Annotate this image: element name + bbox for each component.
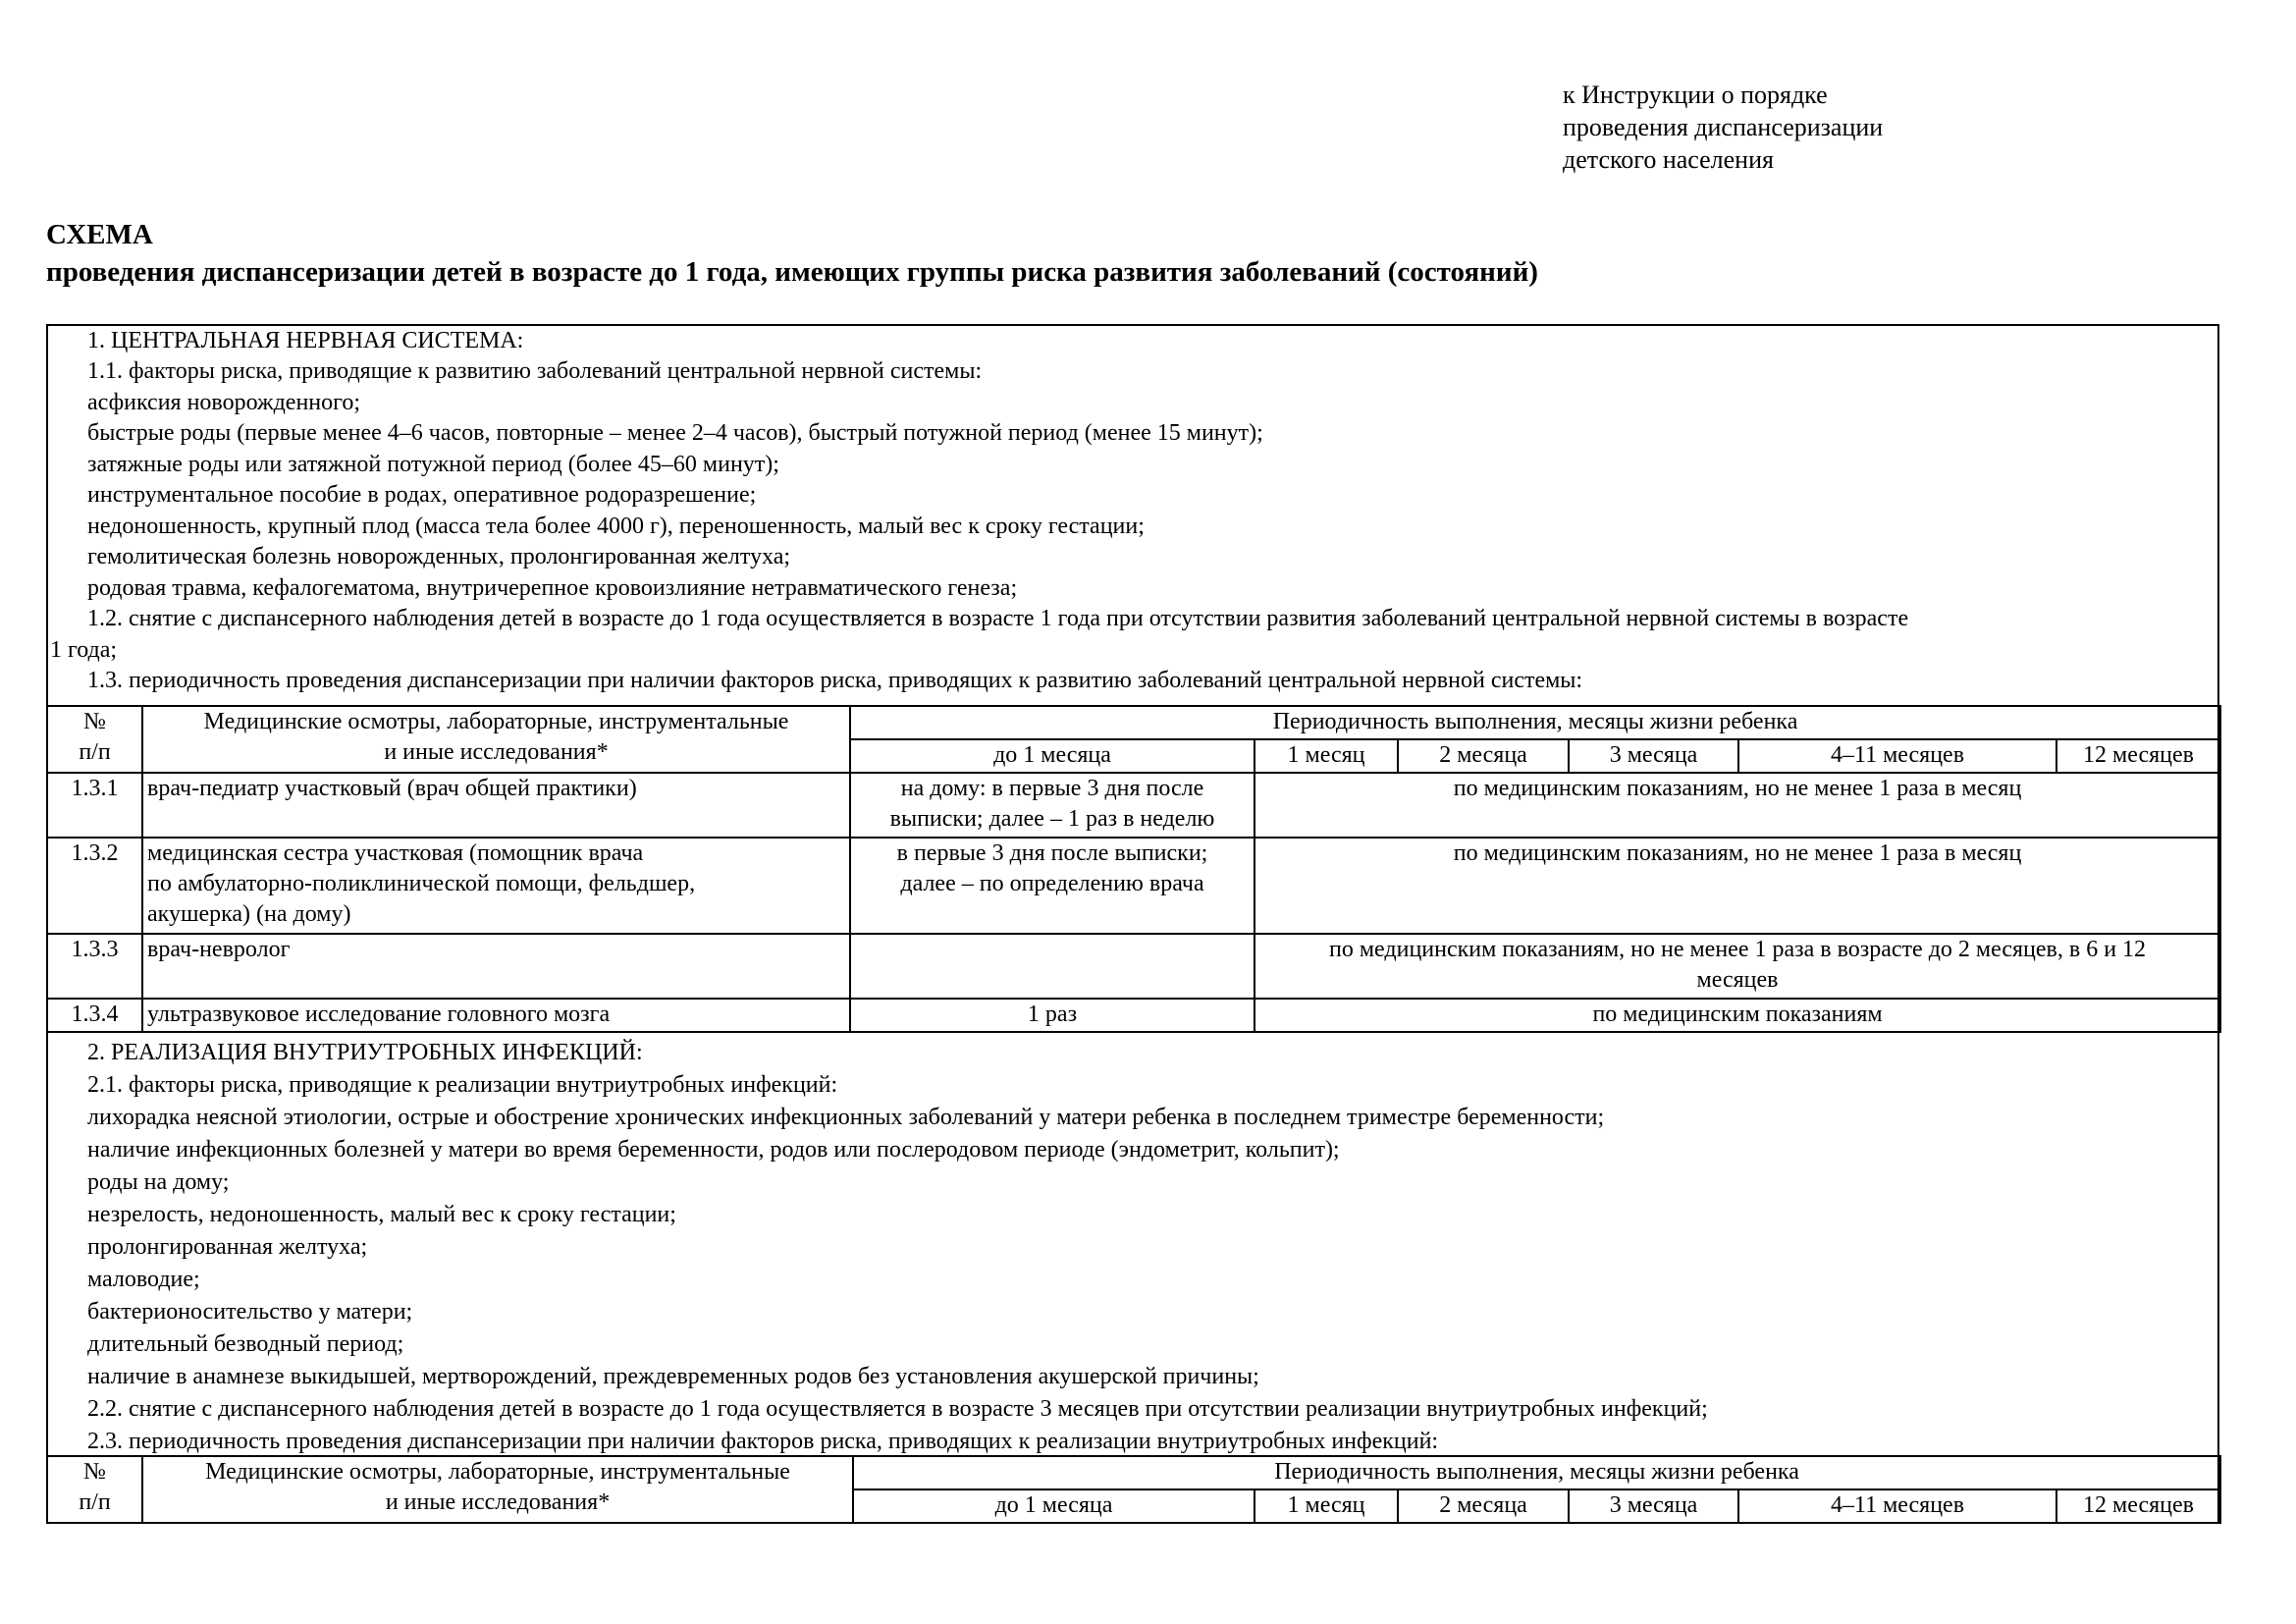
row-first-month: 1 раз: [850, 999, 1255, 1032]
section-line: лихорадка неясной этиологии, острые и обострение хронических инфекционных заболеваний у матери ребенка в последнем триместре беременности;: [87, 1105, 1605, 1130]
header-age: 4–11 месяцев: [1738, 1489, 2056, 1523]
section-line: бактерионосительство у матери;: [87, 1299, 413, 1325]
reference-line: к Инструкции о порядке: [1563, 81, 1828, 109]
row-num: 1.3.2: [47, 838, 142, 934]
row-first-month: [850, 773, 1255, 838]
header-exam-line: и иные исследования*: [385, 1489, 611, 1515]
section-line: гемолитическая болезнь новорожденных, пролонгированная желтуха;: [87, 544, 791, 569]
row-num: 1.3.3: [47, 934, 142, 999]
cell-line: далее – по определению врача: [900, 871, 1204, 896]
section-line: 1 года;: [50, 637, 118, 663]
section-line: незрелость, недоношенность, малый вес к сроку гестации;: [87, 1202, 676, 1227]
row-rest: по медицинским показаниям, но не менее 1 раза в месяц: [1255, 838, 2220, 934]
header-num-line: п/п: [79, 1489, 111, 1515]
header-age: до 1 месяца: [853, 1489, 1255, 1523]
row-exam: врач-педиатр участковый (врач общей практики): [142, 773, 850, 838]
header-age: 12 месяцев: [2056, 1489, 2220, 1523]
row-exam: ультразвуковое исследование головного мозга: [142, 999, 850, 1032]
section-1-table: [46, 705, 2221, 1033]
title-heading: СХЕМА: [46, 219, 153, 250]
row-rest: по медицинским показаниям, но не менее 1 раза в месяц: [1255, 773, 2220, 838]
cell-line: по медицинским показаниям, но не менее 1 раза в возрасте до 2 месяцев, в 6 и 12: [1329, 937, 2147, 962]
header-num-line: №: [83, 709, 106, 734]
table-row: [47, 838, 2220, 934]
header-age: 3 месяца: [1569, 739, 1738, 773]
section-line: недоношенность, крупный плод (масса тела более 4000 г), переношенность, малый вес к сроку гестации;: [87, 514, 1145, 539]
section-heading: 1. ЦЕНТРАЛЬНАЯ НЕРВНАЯ СИСТЕМА:: [87, 328, 524, 353]
section-2-table: [46, 1455, 2221, 1524]
cell-line: по амбулаторно-поликлинической помощи, фельдшер,: [147, 871, 696, 896]
reference-note: [1563, 79, 1883, 176]
cell-line: месяцев: [1696, 967, 1779, 993]
header-age: 1 месяц: [1255, 739, 1398, 773]
table-row: [47, 934, 2220, 999]
row-first-month: [850, 934, 1255, 999]
header-num: [47, 706, 142, 773]
title-subtitle: проведения диспансеризации детей в возрасте до 1 года, имеющих группы риска развития заболеваний (состояний): [46, 256, 1538, 288]
row-exam: [142, 838, 850, 934]
document-title: [46, 216, 1538, 291]
header-age: 2 месяца: [1398, 1489, 1569, 1523]
reference-line: проведения диспансеризации: [1563, 113, 1884, 141]
section-line: 2.1. факторы риска, приводящие к реализации внутриутробных инфекций:: [87, 1072, 838, 1098]
header-period: Периодичность выполнения, месяцы жизни ребенка: [850, 706, 2220, 739]
section-line: 1.1. факторы риска, приводящие к развитию заболеваний центральной нервной системы:: [87, 358, 983, 384]
cell-line: медицинская сестра участковая (помощник врача: [147, 840, 644, 866]
section-line: маловодие;: [87, 1267, 200, 1292]
row-num: 1.3.4: [47, 999, 142, 1032]
header-num: [47, 1456, 142, 1523]
section-line: 2.3. периодичность проведения диспансеризации при наличии факторов риска, приводящих к реализации внутриутробных инфекций:: [87, 1429, 1439, 1454]
row-num: 1.3.1: [47, 773, 142, 838]
header-age: до 1 месяца: [850, 739, 1255, 773]
header-exam: [142, 1456, 853, 1523]
row-first-month: [850, 838, 1255, 934]
schedule-frame: [46, 324, 2219, 1524]
header-exam: [142, 706, 850, 773]
header-age: 4–11 месяцев: [1738, 739, 2056, 773]
header-exam-line: и иные исследования*: [384, 739, 609, 765]
section-heading: 2. РЕАЛИЗАЦИЯ ВНУТРИУТРОБНЫХ ИНФЕКЦИЙ:: [87, 1040, 643, 1065]
cell-line: в первые 3 дня после выписки;: [896, 840, 1208, 866]
section-line: 1.3. периодичность проведения диспансеризации при наличии факторов риска, приводящих к развитию заболеваний центральной нервной системы:: [87, 668, 1583, 693]
section-line: длительный безводный период;: [87, 1331, 404, 1357]
cell-line: акушерка) (на дому): [147, 901, 351, 927]
row-exam: врач-невролог: [142, 934, 850, 999]
header-exam-line: Медицинские осмотры, лабораторные, инструментальные: [203, 709, 789, 734]
reference-line: детского населения: [1563, 145, 1774, 174]
table-row: [47, 773, 2220, 838]
header-exam-line: Медицинские осмотры, лабораторные, инструментальные: [205, 1459, 790, 1485]
header-age: 1 месяц: [1255, 1489, 1398, 1523]
section-line: быстрые роды (первые менее 4–6 часов, повторные – менее 2–4 часов), быстрый потужной период (менее 15 минут);: [87, 420, 1263, 446]
section-line: родовая травма, кефалогематома, внутричерепное кровоизлияние нетравматического генеза;: [87, 575, 1018, 601]
section-line: пролонгированная желтуха;: [87, 1234, 368, 1260]
table-row: [47, 999, 2220, 1032]
section-line: наличие инфекционных болезней у матери во время беременности, родов или послеродовом периоде (эндометрит, кольпит);: [87, 1137, 1340, 1163]
section-line: 2.2. снятие с диспансерного наблюдения детей в возрасте до 1 года осуществляется в возрасте 3 месяцев при отсутствии реализации внутриутробных инфекций;: [87, 1396, 1708, 1422]
cell-line: выписки; далее – 1 раз в неделю: [889, 806, 1215, 832]
header-age: 3 месяца: [1569, 1489, 1738, 1523]
section-line: наличие в анамнезе выкидышей, мертворождений, преждевременных родов без установления акушерской причины;: [87, 1364, 1259, 1389]
section-line: затяжные роды или затяжной потужной период (более 45–60 минут);: [87, 452, 779, 477]
header-age: 2 месяца: [1398, 739, 1569, 773]
row-rest: [1255, 934, 2220, 999]
section-line: инструментальное пособие в родах, оперативное родоразрешение;: [87, 482, 757, 508]
section-line: роды на дому;: [87, 1169, 230, 1195]
header-num-line: №: [83, 1459, 106, 1485]
header-age: 12 месяцев: [2056, 739, 2220, 773]
header-period: Периодичность выполнения, месяцы жизни ребенка: [853, 1456, 2220, 1489]
header-num-line: п/п: [79, 739, 111, 765]
row-rest: по медицинским показаниям: [1255, 999, 2220, 1032]
cell-line: на дому: в первые 3 дня после: [900, 776, 1204, 801]
section-line: 1.2. снятие с диспансерного наблюдения детей в возрасте до 1 года осуществляется в возрасте 1 года при отсутствии развития заболеваний центральной нервной системы в возрасте: [87, 606, 1909, 631]
section-line: асфиксия новорожденного;: [87, 390, 361, 415]
